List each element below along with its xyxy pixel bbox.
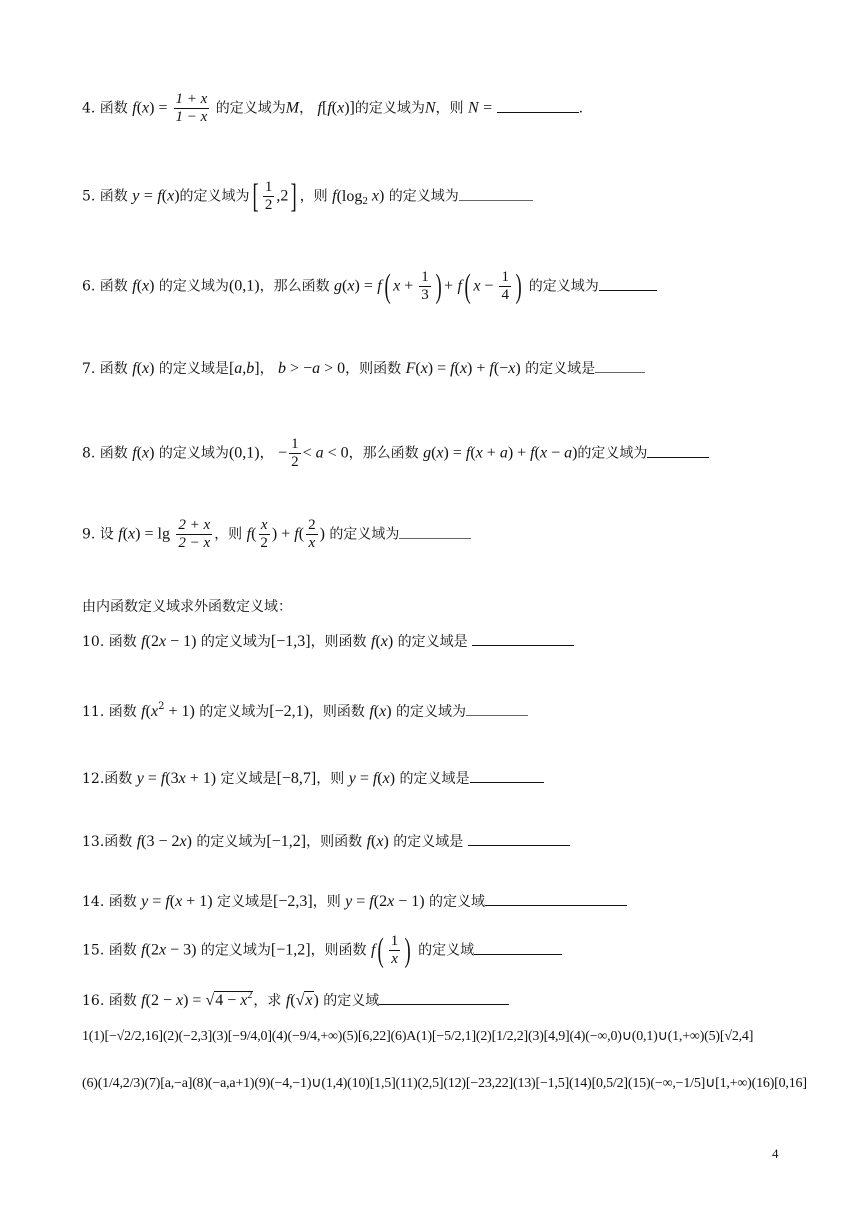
problem-number: 9.: [82, 526, 96, 543]
problem-4: 4. 函数 f(x) = $\frac{1 + x}{1 - x}$ 的定义域为M， f[f(x)]的定义域为N，则 N = .: [82, 91, 584, 125]
problem-11: 11. 函数 $f(x^2 + 1)$ 的定义域为[−2,1)，则函数 f(x) 的定义域为: [82, 701, 528, 720]
page-number: 4: [772, 1146, 779, 1161]
problem-14: 14. 函数 y = f(x + 1) 定义域是[−2,3]，则 y = f(2x − 1) 的定义域: [82, 891, 627, 910]
problem-15: 15. 函数 f(2x − 3) 的定义域为[−1,2]，则函数 f( $\frac{1}{x}$ ) 的定义域: [82, 934, 562, 967]
answer-blank: [472, 631, 574, 646]
answer-blank: [595, 358, 645, 373]
problem-9: 9. 设 f(x) = lg $\frac{2 + x}{2 - x}$ ，则 f( $\frac{x}{2}$ ) + f( $\frac{2}{x}$ ) 的定义域为: [82, 518, 471, 551]
problem-number: 12.: [82, 771, 105, 787]
problem-number: 16.: [82, 993, 105, 1009]
problem-8: 8. 函数 f(x) 的定义域为(0,1)， − $\frac{1}{2}$ < a < 0，那么函数 g(x) = f(x + a) + f(x − a)的定义域为: [82, 437, 709, 470]
problem-13: 13.函数 f(3 − 2x) 的定义域为[−1,2]，则函数 f(x) 的定义域是: [82, 831, 570, 850]
problem-6: 6. 函数 f(x) 的定义域为(0,1)，那么函数 g(x) = f( x + $\frac{1}{3}$ ) + f( x − $\frac{1}{4}$ ) 的定义域为: [82, 270, 657, 303]
problem-number: 15.: [82, 942, 105, 959]
answer-blank: [647, 443, 709, 458]
answer-key-line-1: 1(1)[−√2/2,16](2)(−2,3](3)[−9/4,0](4)(−9/4,+∞)(5)[6,22](6)A(1)[−5/2,1](2)[1/2,2](3)[4,9](4)(−∞,0)∪(0,1)∪(1,+∞)(5)[√2,4]: [82, 1029, 754, 1044]
answer-blank: [379, 990, 509, 1005]
answer-blank: [485, 891, 627, 906]
problem-number: 7.: [82, 361, 96, 377]
answer-blank: [599, 276, 657, 291]
answer-blank: [459, 186, 533, 201]
answer-blank: [399, 524, 471, 539]
answer-blank: [466, 701, 528, 716]
answer-blank: [497, 98, 579, 113]
problem-12: 12.函数 y = f(3x + 1) 定义域是[−8,7]，则 y = f(x) 的定义域是: [82, 768, 544, 787]
answer-blank: [468, 831, 570, 846]
problem-number: 5.: [82, 188, 96, 205]
problem-number: 10.: [82, 634, 105, 650]
answer-blank: [470, 768, 544, 783]
problem-number: 13.: [82, 834, 105, 850]
section-heading: 由内函数定义域求外函数定义域：: [82, 599, 292, 615]
answer-blank: [474, 940, 562, 955]
problem-16: 16. 函数 $f(2 - x) = √4 - x^2$，求 f(√x) 的定义域: [82, 990, 509, 1009]
problem-number: 6.: [82, 278, 96, 295]
answer-key-line-2: (6)(1/4,2/3)(7)[a,−a](8)(−a,a+1)(9)(−4,−1)∪(1,4)(10)[1,5](11)(2,5](12)[−23,22](13)[−1,5](14)[0,5/2](15)(−∞,−1/5]∪[1,+∞)(16)[0,16]: [82, 1076, 807, 1091]
problem-number: 14.: [82, 894, 105, 910]
problem-number: 8.: [82, 445, 96, 462]
problem-number: 11.: [82, 704, 105, 720]
problem-5: 5. 函数 y = f(x)的定义域为[ $\frac{1}{2}$ ,2] ，则 $f(\log_2$ x) 的定义域为: [82, 180, 533, 213]
problem-7: 7. 函数 f(x) 的定义域是[a,b]， b > −a > 0，则函数 F(x) = f(x) + f(−x) 的定义域是: [82, 358, 645, 377]
problem-number: 4.: [82, 100, 96, 117]
problem-10: 10. 函数 f(2x − 1) 的定义域为[−1,3]，则函数 f(x) 的定义域是: [82, 631, 574, 650]
